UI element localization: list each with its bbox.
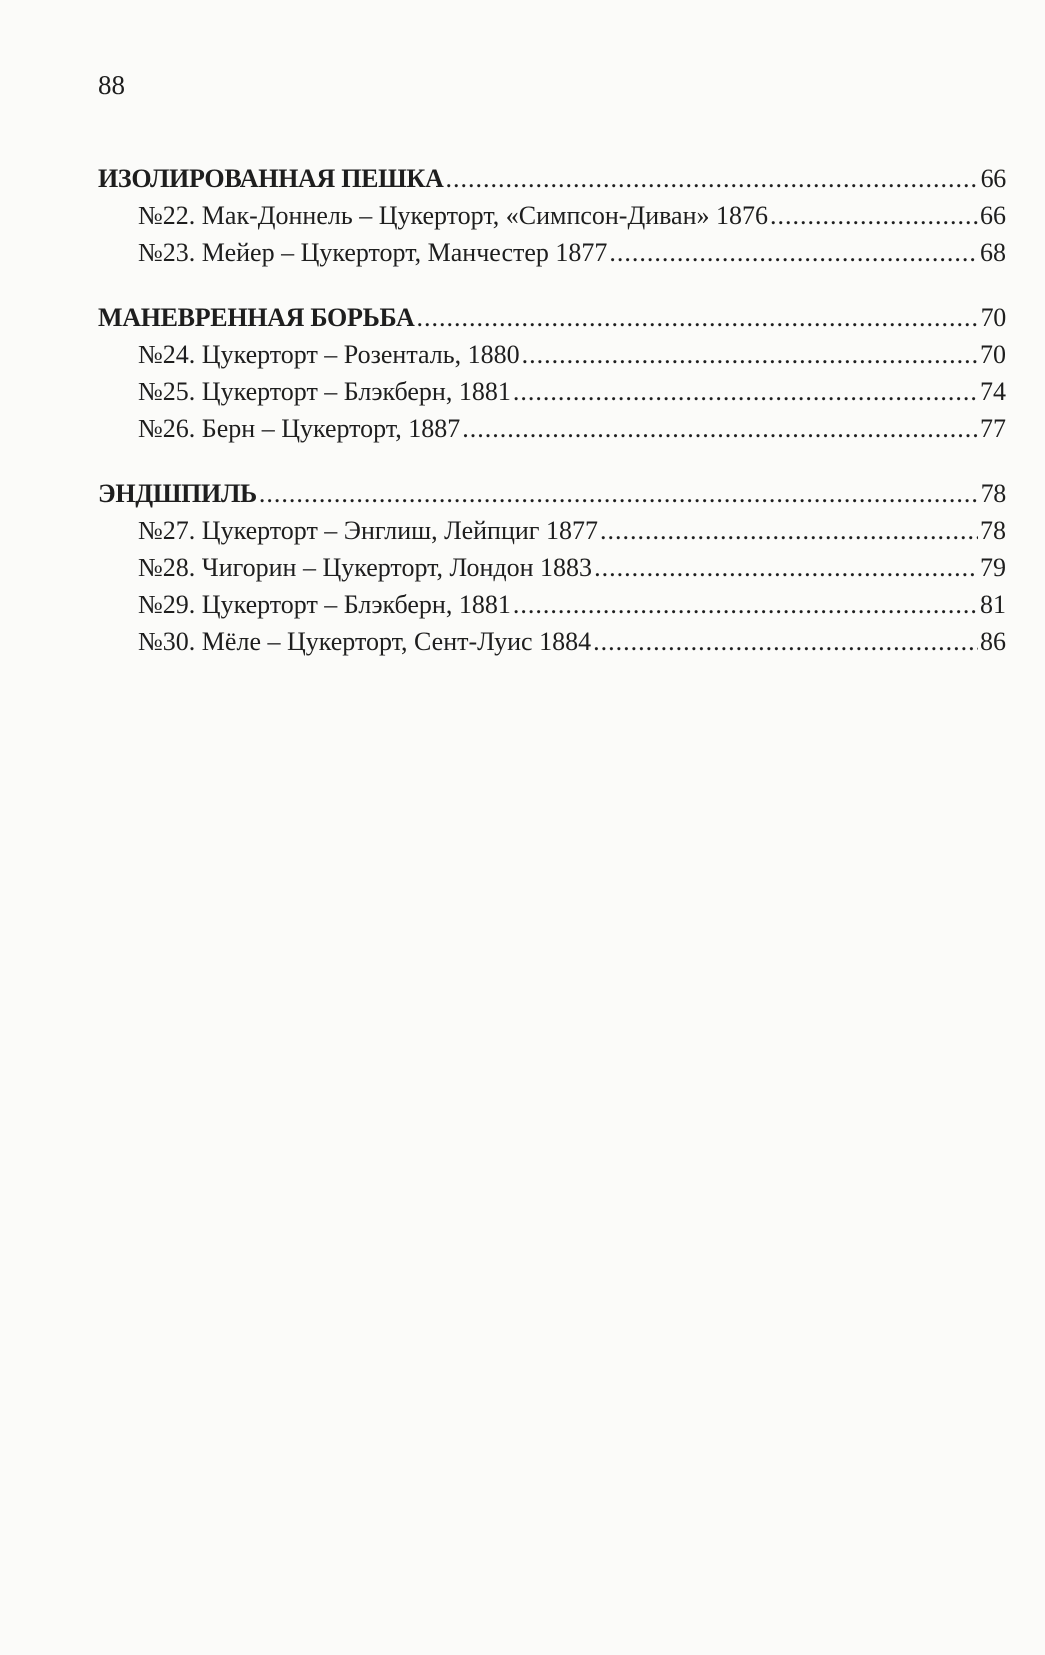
toc-heading-title: ИЗОЛИРОВАННАЯ ПЕШКА: [98, 164, 444, 193]
toc-section: [98, 303, 1006, 451]
toc-page-number: 78: [980, 479, 1006, 508]
dot-leader: [416, 303, 978, 333]
toc-section: [98, 479, 1006, 664]
toc-entry-title: №26. Берн – Цукерторт, 1887: [138, 414, 461, 443]
toc-section: [98, 164, 1006, 275]
toc-page-number: 70: [980, 340, 1006, 369]
toc-page-number: 79: [980, 553, 1006, 582]
table-of-contents: [98, 164, 1006, 692]
toc-entry-title: №25. Цукерторт – Блэкберн, 1881: [138, 377, 511, 406]
toc-entry: [98, 553, 1006, 590]
toc-entry: [98, 201, 1006, 238]
toc-section-heading: [98, 303, 1006, 340]
toc-entry-title: №23. Мейер – Цукерторт, Манчестер 1877: [138, 238, 608, 267]
toc-page-number: 74: [980, 377, 1006, 406]
page-number: 88: [98, 70, 125, 100]
dot-leader: [513, 377, 978, 407]
toc-page-number: 68: [980, 238, 1006, 267]
toc-entry: [98, 516, 1006, 553]
toc-page-number: 66: [980, 201, 1006, 230]
toc-entry-title: №28. Чигорин – Цукерторт, Лондон 1883: [138, 553, 593, 582]
toc-entry-title: №30. Мёле – Цукерторт, Сент-Луис 1884: [138, 627, 592, 656]
toc-page-number: 78: [980, 516, 1006, 545]
toc-section-heading: [98, 479, 1006, 516]
toc-entry-title: №29. Цукерторт – Блэкберн, 1881: [138, 590, 511, 619]
toc-entry: [98, 414, 1006, 451]
toc-entry: [98, 627, 1006, 664]
toc-entry-title: №22. Мак-Доннель – Цукерторт, «Симпсон-Диван» 1876: [138, 201, 769, 230]
toc-entry: [98, 377, 1006, 414]
toc-page-number: 70: [980, 303, 1006, 332]
toc-heading-title: ЭНДШПИЛЬ: [98, 479, 257, 508]
toc-page-number: 86: [980, 627, 1006, 656]
dot-leader: [445, 164, 978, 194]
dot-leader: [513, 590, 978, 620]
toc-entry-title: №24. Цукерторт – Розенталь, 1880: [138, 340, 520, 369]
toc-page-number: 81: [980, 590, 1006, 619]
dot-leader: [609, 238, 978, 268]
dot-leader: [770, 201, 978, 231]
dot-leader: [600, 516, 978, 546]
toc-page-number: 77: [980, 414, 1006, 443]
dot-leader: [522, 340, 978, 370]
dot-leader: [259, 479, 979, 509]
toc-entry: [98, 238, 1006, 275]
dot-leader: [594, 553, 978, 583]
dot-leader: [462, 414, 978, 444]
toc-entry-title: №27. Цукерторт – Энглиш, Лейпциг 1877: [138, 516, 598, 545]
dot-leader: [593, 627, 978, 657]
toc-heading-title: МАНЕВРЕННАЯ БОРЬБА: [98, 303, 415, 332]
toc-page-number: 66: [980, 164, 1006, 193]
toc-entry: [98, 340, 1006, 377]
toc-section-heading: [98, 164, 1006, 201]
toc-entry: [98, 590, 1006, 627]
